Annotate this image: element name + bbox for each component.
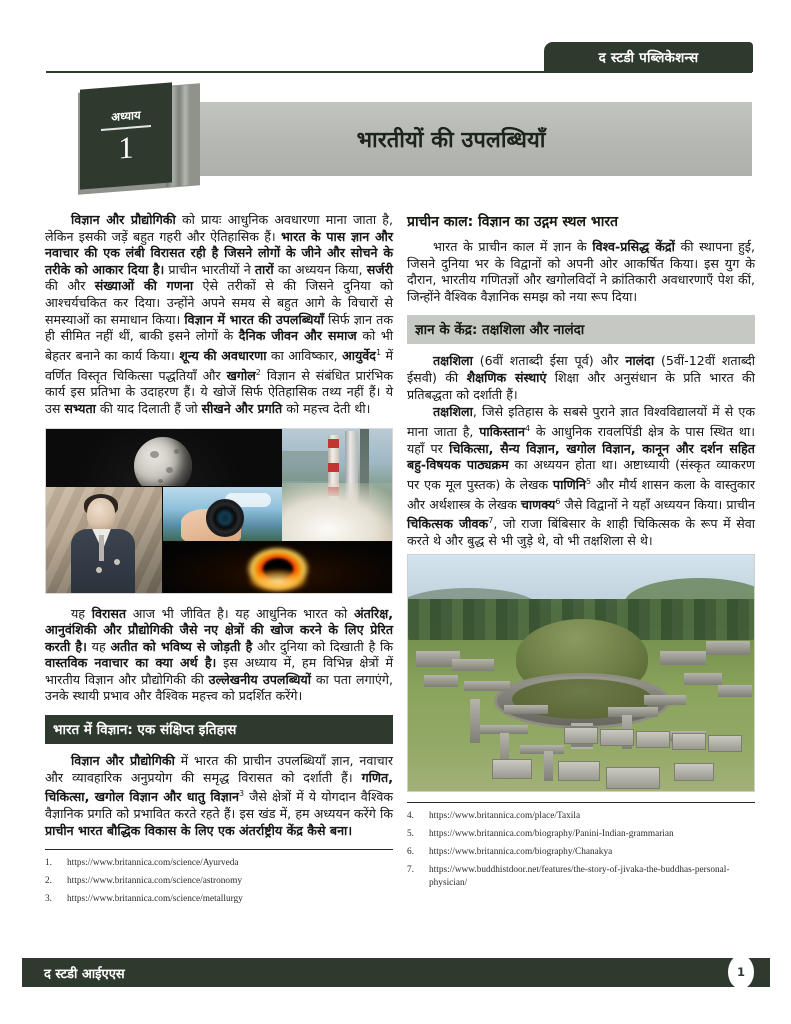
page-number-badge: 1 [728, 955, 754, 989]
right-paragraph-1: भारत के प्राचीन काल में ज्ञान के विश्व-प्रसिद्ध केंद्रों की स्थापना हुई, जिसने दुनिया भर के विद्वानों को अपनी ओर आकर्षित किया। इस युग के दौरान, भारतीय गणितज्ञों और खगोलविदों ने क्रांतिकारी अवधारणाएँ पेश कीं, जिन्होंने वैश्विक वैज्ञानिक समझ को नया रूप दिया। [407, 239, 755, 304]
left-paragraph-1: विज्ञान और प्रौद्योगिकी को प्रायः आधुनिक अवधारणा माना जाता है, लेकिन इसकी जड़ें बहुत गहरी और ऐतिहासिक हैं। भारत के पास ज्ञान और नवाचार की एक लंबी विरासत रही है जिसने लोगों के जीने और सोचने के तरीके को आकार दिया है। प्राचीन भारतीयों ने तारों का अध्ययन किया, सर्जरी की और संख्याओं की गणना ऐसे तरीकों से की जिसने दुनिया को आश्चर्यचकित कर दिया। उन्होंने अपने समय से बहुत आगे के विचारों से समस्याओं का समाधान किया। विज्ञान में भारत की उपलब्धियाँ सिर्फ ज्ञान तक ही सीमित नहीं थीं, बाकी इसने लोगों के दैनिक जीवन और समाज को भी बेहतर बनाने का कार्य किया। शून्य की अवधारणा का आविष्कार, आयुर्वेद$^1$ में वर्णित विस्तृत चिकित्सा पद्धतियाँ और खगोल$^2$ विज्ञान से संबंधित प्रारंभिक कार्य इस प्रतिभा के उदाहरण हैं। ये खोजें सिर्फ ऐतिहासिक तथ्य नहीं हैं। ये उस सभ्यता की याद दिलाती हैं जो सीखने और प्रगति को महत्त्व देती थी। [45, 212, 394, 416]
footnote-number: 5. [407, 828, 414, 839]
footnote-number: 2. [45, 876, 52, 887]
footnote-url[interactable]: https://www.britannica.com/biography/Panini-Indian-grammarian [429, 828, 674, 839]
section-heading-science-in-india: भारत में विज्ञान: एक संक्षिप्त इतिहास [45, 715, 393, 744]
footnote-list-right [407, 810, 755, 890]
footnote-item [45, 857, 393, 870]
page-footer [22, 958, 770, 987]
footnote-item [407, 828, 755, 841]
footnote-item [45, 875, 393, 888]
left-paragraph-3: विज्ञान और प्रौद्योगिकी में भारत की प्राचीन उपलब्धियाँ ज्ञान, नवाचार और व्यावहारिक अनुप्रयोग की समृद्ध विरासत को दर्शाती हैं। गणित, चिकित्सा, खगोल विज्ञान और धातु विज्ञान$^3$ जैसे क्षेत्रों में ये योगदान वैश्विक वैज्ञानिक प्रगति को प्रभावित करते रहते हैं। इस खंड में, हम अध्ययन करेंगे कि प्राचीन भारत बौद्धिक विकास के लिए एक अंतर्राष्ट्रीय केंद्र कैसे बना। [45, 753, 393, 838]
right-paragraph-3: तक्षशिला, जिसे इतिहास के सबसे पुराने ज्ञात विश्वविद्यालयों में से एक माना जाता है, पाकिस्तान$^4$ के आधुनिक रावलपिंडी क्षेत्र के पास स्थित था। यहाँ पर चिकित्सा, सैन्य विज्ञान, खगोल विज्ञान, कानून और दर्शन सहित बहु-विषयक पाठ्यक्रम का अध्ययन होता था। अष्टाध्यायी (संस्कृत व्याकरण पर एक मूल पुस्तक) के लेखक पाणिनि$^5$ और मौर्य शासन कला के वास्तुकार और अर्थशास्त्र के लेखक चाणक्य$^6$ जैसे विद्वानों ने यहाँ अध्ययन किया। प्राचीन चिकित्सक जीवक$^7$, जो राजा बिंबिसार के शाही चिकित्सक के रूप में सेवा करते थे और बुद्ध से भी जुड़े थे, वो भी तक्षशिला से थे। [407, 404, 756, 549]
taxila-stupa-ruins-photo [407, 554, 755, 792]
chapter-number-block [80, 82, 172, 189]
footnote-url[interactable]: https://www.buddhistdoor.net/features/the-story-of-jivaka-the-buddhas-personal-physician/ [429, 864, 730, 888]
chapter-number: 1 [118, 129, 134, 166]
right-column [407, 212, 755, 895]
publisher-name: द स्टडी पब्लिकेशन्स [598, 50, 699, 66]
chapter-banner [0, 86, 791, 190]
footnote-number: 4. [407, 810, 414, 821]
footnote-list-left [45, 857, 393, 906]
black-hole-image [163, 542, 393, 594]
footnote-url[interactable]: https://www.britannica.com/biography/Chanakya [429, 846, 613, 857]
footnote-number: 3. [45, 894, 52, 905]
footnote-rule-left [45, 849, 393, 850]
footer-brand: द स्टडी आईएएस [44, 966, 125, 982]
right-paragraph-2: तक्षशिला (6वीं शताब्दी ईसा पूर्व) और नालंदा (5वीं-12वीं शताब्दी ईसवी) की शैक्षणिक संस्थाएं शिक्षा और अनुसंधान के प्रति भारत की प्रतिबद्धता को दर्शाती हैं। [407, 353, 755, 402]
science-collage-image [45, 428, 393, 594]
left-paragraph-2: यह विरासत आज भी जीवित है। यह आधुनिक भारत को अंतरिक्ष, आनुवंशिकी और प्रौद्योगिकी जैसे नए क्षेत्रों की खोज करने के लिए प्रेरित करती है। यह अतीत को भविष्य से जोड़ती है और दुनिया को दिखाती है कि वास्तविक नवाचार का क्या अर्थ है। इस अध्याय में, हम विभिन्न क्षेत्रों में भारतीय विज्ञान और प्रौद्योगिकी की उल्लेखनीय उपलब्धियों का पता लगाएंगे, उनके स्थायी प्रभाव और वैश्विक महत्त्व को प्रदर्शित करेंगे। [45, 605, 394, 704]
moon-surface-image [46, 429, 281, 486]
footnote-rule-right [407, 802, 755, 803]
footnote-number: 6. [407, 846, 414, 857]
footnote-url[interactable]: https://www.britannica.com/science/metallurgy [67, 894, 243, 905]
humanoid-robot-image [46, 487, 162, 594]
left-column [45, 212, 393, 911]
rocket-launch-image [282, 429, 393, 541]
camera-lens-image [163, 487, 282, 541]
chapter-label: अध्याय [111, 108, 141, 125]
footnote-item [45, 893, 393, 906]
footnote-item [407, 864, 755, 890]
heading-ancient-era: प्राचीन काल: विज्ञान का उद्गम स्थल भारत [407, 214, 619, 230]
chapter-title: भारतीयों की उपलब्धियाँ [356, 128, 546, 153]
footnote-url[interactable]: https://www.britannica.com/science/astronomy [67, 876, 242, 887]
footnote-number: 7. [407, 864, 414, 875]
footnote-url[interactable]: https://www.britannica.com/science/Ayurveda [67, 858, 239, 869]
footnote-number: 1. [45, 858, 52, 869]
publisher-tab [544, 42, 753, 72]
footnote-url[interactable]: https://www.britannica.com/place/Taxila [429, 810, 581, 821]
footnote-item [407, 810, 755, 823]
footnote-item [407, 846, 755, 859]
heading-centres-of-knowledge: ज्ञान के केंद्र: तक्षशिला और नालंदा [407, 315, 755, 344]
